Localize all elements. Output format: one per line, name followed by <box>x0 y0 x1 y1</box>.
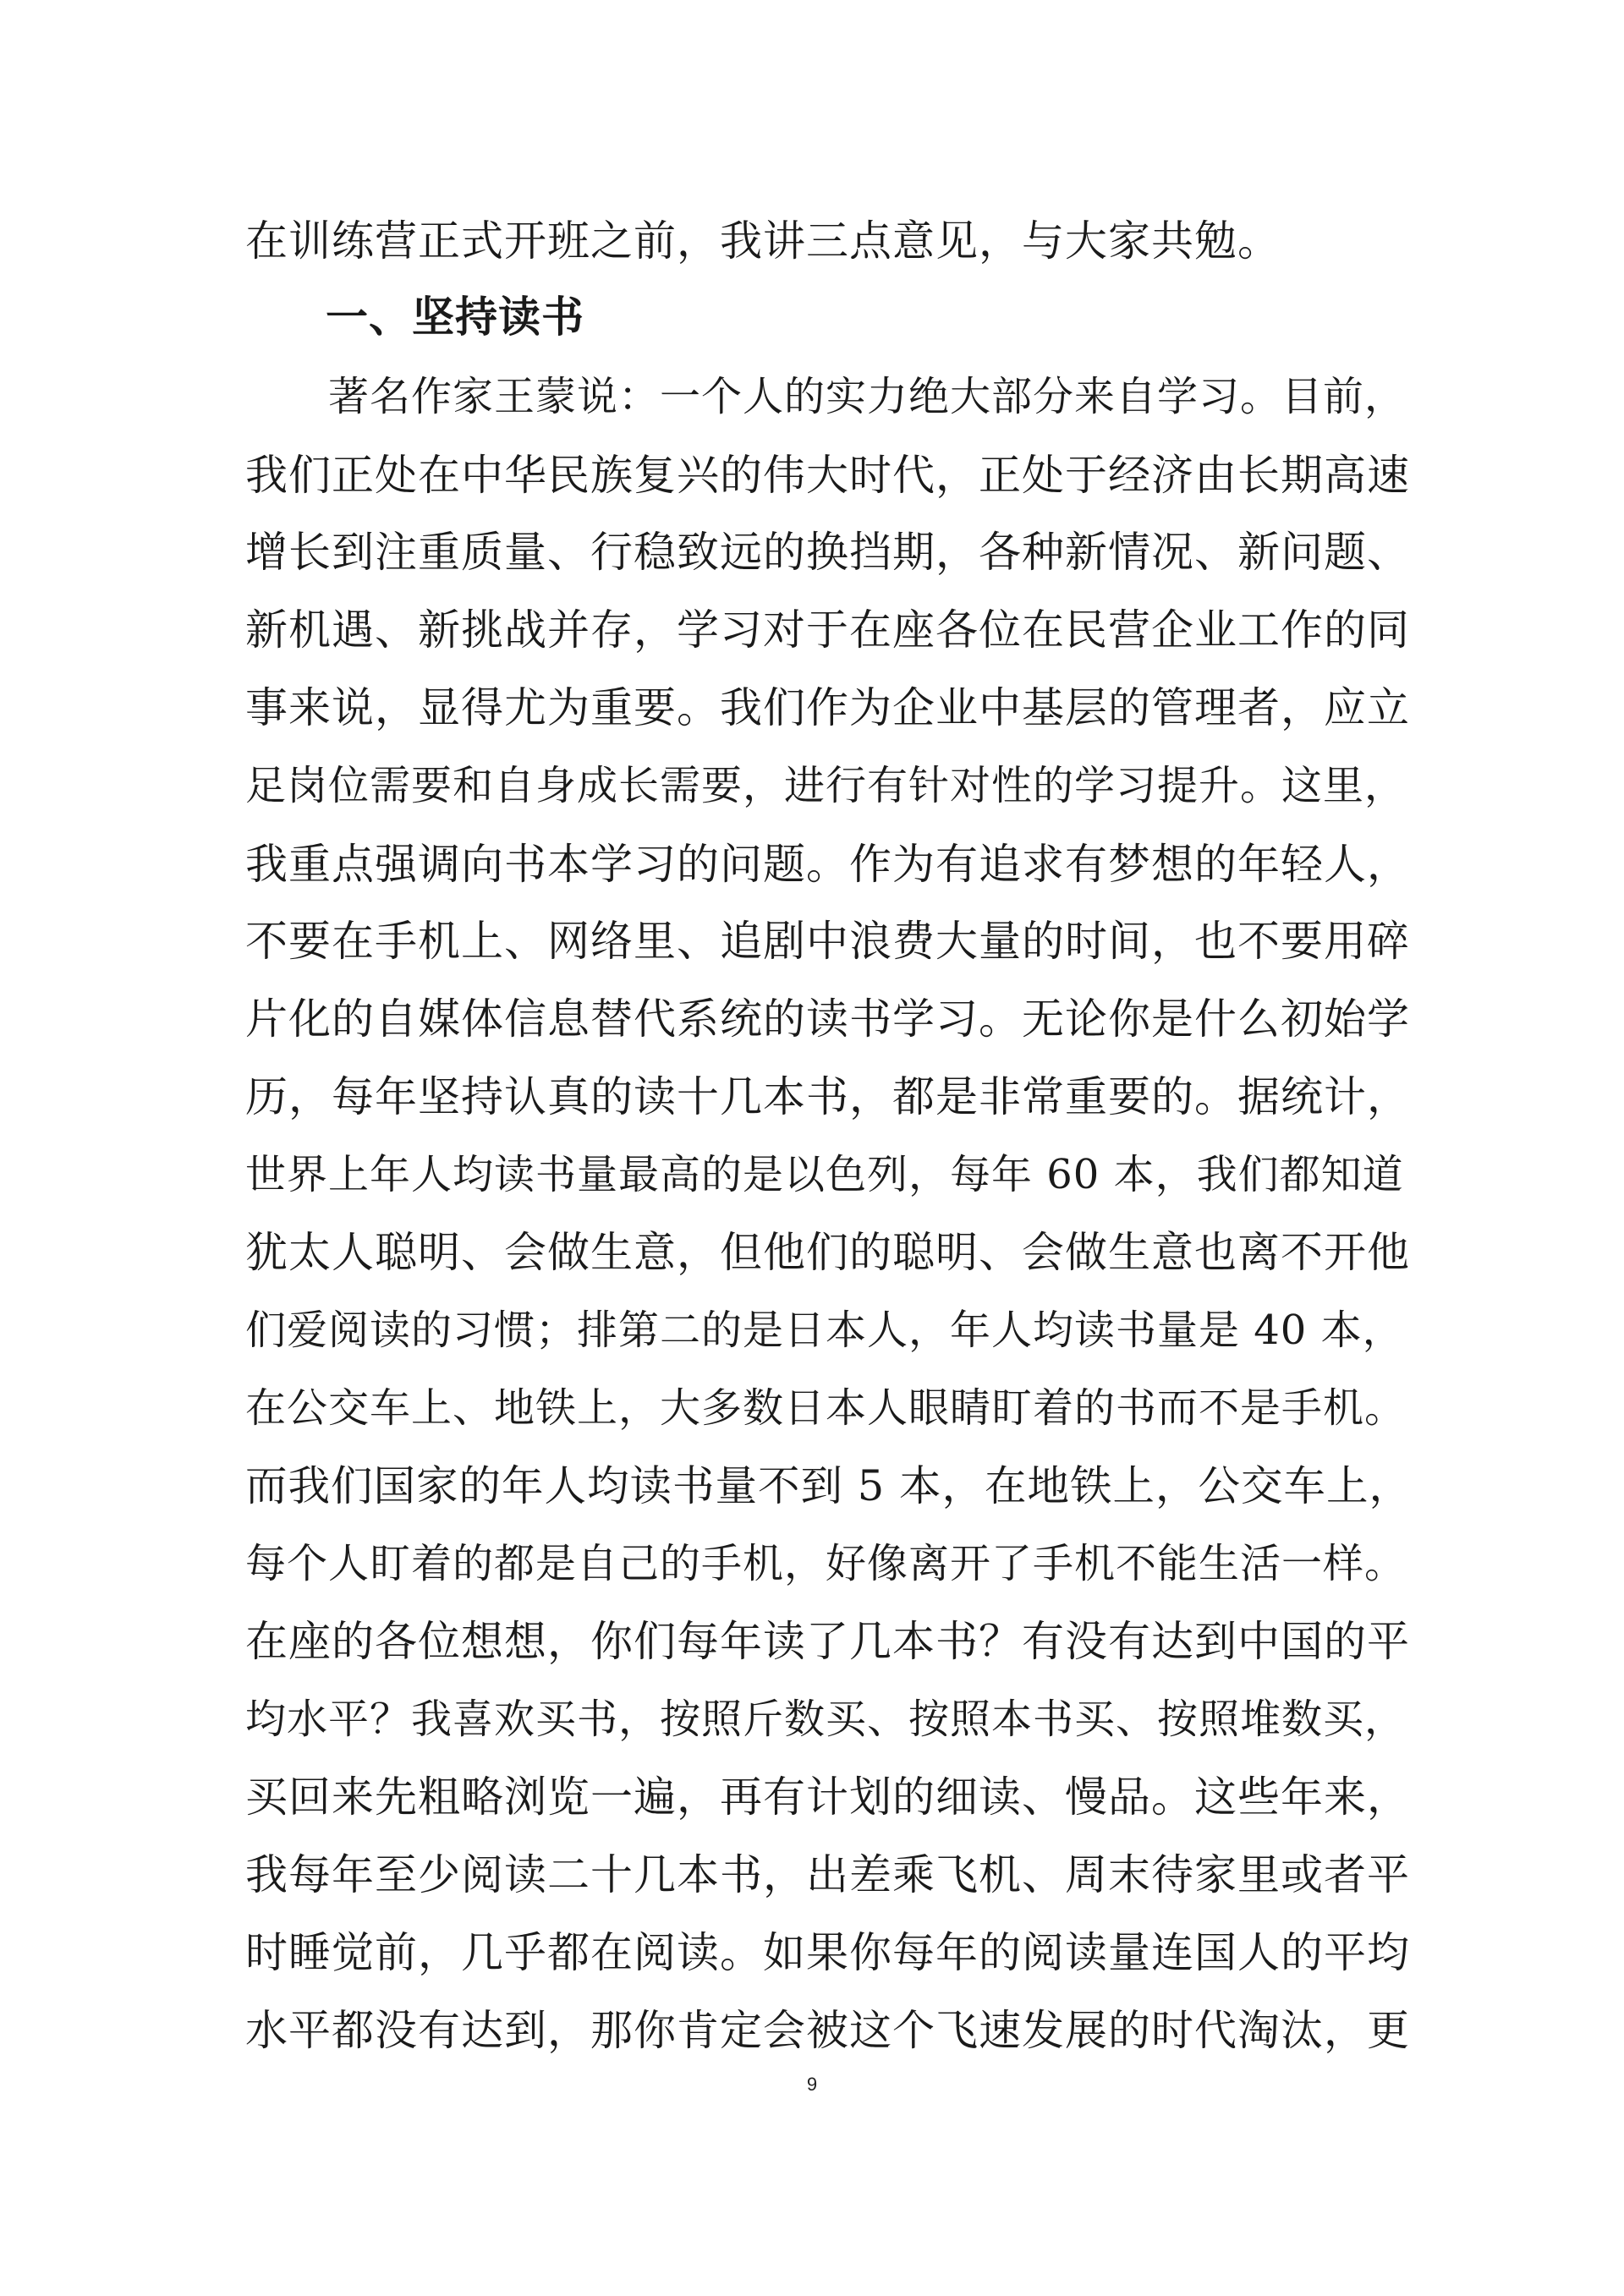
paragraph-line: 水平都没有达到，那你肯定会被这个飞速发展的时代淘汰，更 <box>245 2006 1410 2055</box>
paragraph-line: 我重点强调向书本学习的问题。作为有追求有梦想的年轻人， <box>245 840 1410 889</box>
paragraph-line: 著名作家王蒙说：一个人的实力绝大部分来自学习。目前， <box>328 373 1407 420</box>
paragraph-line: 新机遇、新挑战并存，学习对于在座各位在民营企业工作的同 <box>245 606 1410 655</box>
page-number: 9 <box>806 2074 818 2095</box>
section-heading: 一、坚持读书 <box>326 293 584 342</box>
paragraph-line: 在公交车上、地铁上，大多数日本人眼睛盯着的书而不是手机。 <box>245 1384 1407 1432</box>
paragraph-line: 们爱阅读的习惯；排第二的是日本人，年人均读书量是 40 本， <box>245 1307 1404 1354</box>
paragraph-line: 增长到注重质量、行稳致远的换挡期，各种新情况、新问题、 <box>245 528 1410 577</box>
paragraph-line: 我们正处在中华民族复兴的伟大时代，正处于经济由长期高速 <box>245 451 1410 500</box>
paragraph-line: 犹太人聪明、会做生意，但他们的聪明、会做生意也离不开他 <box>245 1228 1410 1277</box>
paragraph-line: 每个人盯着的都是自己的手机，好像离开了手机不能生活一样。 <box>245 1540 1407 1587</box>
paragraph-line: 事来说，显得尤为重要。我们作为企业中基层的管理者，应立 <box>245 683 1410 732</box>
intro-line: 在训练营正式开班之前，我讲三点意见，与大家共勉。 <box>245 216 1281 266</box>
paragraph-line: 在座的各位想想，你们每年读了几本书？有没有达到中国的平 <box>245 1617 1410 1666</box>
paragraph-line: 均水平？我喜欢买书，按照斤数买、按照本书买、按照堆数买， <box>245 1696 1407 1743</box>
paragraph-line: 而我们国家的年人均读书量不到 5 本，在地铁上，公交车上， <box>245 1461 1412 1510</box>
paragraph-line: 世界上年人均读书量最高的是以色列，每年 60 本，我们都知道 <box>245 1151 1404 1198</box>
paragraph-line: 不要在手机上、网络里、追剧中浪费大量的时间，也不要用碎 <box>245 917 1410 966</box>
paragraph-line: 我每年至少阅读二十几本书，出差乘飞机、周末待家里或者平 <box>245 1850 1410 1899</box>
paragraph-line: 足岗位需要和自身成长需要，进行有针对性的学习提升。这里， <box>245 762 1407 809</box>
paragraph-line: 买回来先粗略浏览一遍，再有计划的细读、慢品。这些年来， <box>245 1773 1410 1822</box>
paragraph-line: 片化的自媒体信息替代系统的读书学习。无论你是什么初始学 <box>245 995 1410 1044</box>
paragraph-line: 时睡觉前，几乎都在阅读。如果你每年的阅读量连国人的平均 <box>245 1928 1410 1977</box>
paragraph-line: 历，每年坚持认真的读十几本书，都是非常重要的。据统计， <box>245 1072 1410 1121</box>
